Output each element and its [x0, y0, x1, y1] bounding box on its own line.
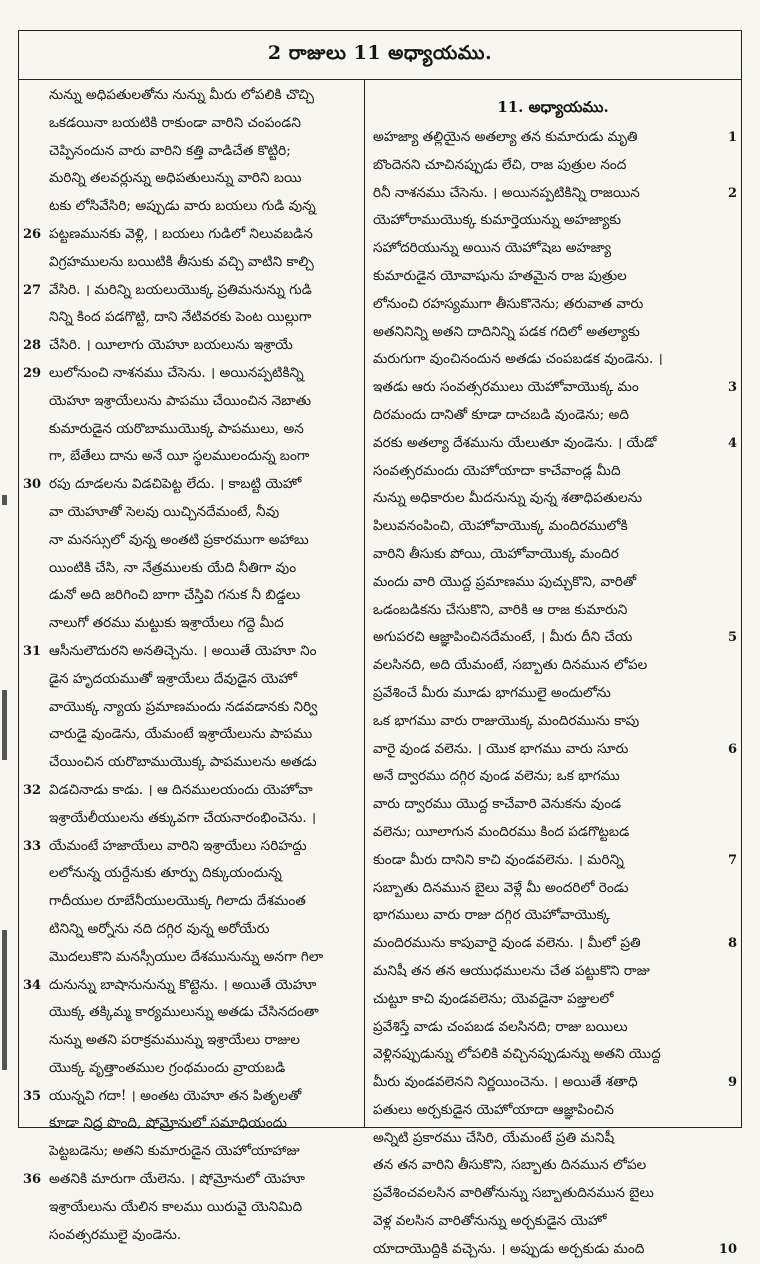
line-text: మరుగుగా వుంచినందున అతడు చంపబడక వుండెను. । — [373, 351, 663, 368]
text-line — [365, 180, 741, 208]
line-text: నున్ను అధిపతులతోను నున్ను మీరు లోపలికి చొచ్చి — [49, 87, 315, 103]
verse-number: 31 — [23, 643, 42, 659]
text-line — [365, 597, 741, 625]
scan-edge-mark — [2, 495, 7, 505]
line-text: విగ్రహములను బయిటికి తీసుకు వచ్చి వాటిని కాల్చి — [49, 253, 314, 270]
line-text: యెహూ ఇశ్రాయేలును పాపము చేయించిన నెబాతు — [49, 392, 312, 409]
line-text: చుట్టూ కాచి వుండవలెను; యెవడైనా పజ్తులలో — [373, 990, 614, 1007]
text-line — [19, 249, 364, 277]
text-line — [19, 360, 364, 388]
verse-number: 1 — [727, 130, 737, 145]
text-line — [19, 193, 364, 221]
line-text: యాదాయొద్దికి వచ్చెను. । అప్పుడు అర్చకుడు మంది — [373, 1240, 645, 1257]
line-text: యేమంటే హజాయేలు వారిని ఇశ్రాయేలు సరిహద్దు — [49, 837, 307, 854]
line-text: దిరమందు దానితో కూడా దాచబడి వుండెను; అది — [373, 406, 629, 423]
text-line — [19, 82, 364, 110]
line-text: పెట్టబడెను; అతని కుమారుడైన యెహోయాహాజు — [49, 1143, 300, 1160]
text-line — [365, 1208, 741, 1236]
right-column-lines — [365, 124, 741, 1264]
line-text: నాలుగో తరము మట్టుకు ఇశ్రాయేలు గద్దె మీద — [49, 615, 284, 632]
bible-page — [18, 30, 742, 1257]
verse-number: 33 — [23, 838, 42, 854]
verse-number: 5 — [727, 630, 737, 646]
text-line — [19, 388, 364, 416]
line-text: మందు వారి యొద్ద ప్రమాణము పుచ్చుకొని, వారితో — [373, 573, 637, 590]
line-text: లులోనుంచి నాశనము చేసెను. । అయినప్పటికిన్ని — [49, 364, 304, 381]
line-text: ఇతడు ఆరు సంవత్సరములు యెహోవాయొక్క మం — [373, 379, 639, 396]
text-line — [19, 1166, 364, 1194]
line-text: సంవత్సరమందు యెహోయాదా కాచేవాండ్ల మీది — [373, 462, 621, 479]
text-line — [365, 291, 741, 319]
line-text: మొదలుకొని మనస్సీయుల దేశమునున్ను అనగా గిలా — [49, 948, 324, 965]
text-line — [19, 805, 364, 833]
text-line — [19, 721, 364, 749]
text-line — [365, 1125, 741, 1153]
left-column — [19, 80, 365, 1243]
line-text: రినీ నాశనము చేసెను. । అయినప్పటికిన్ని రాజయిన — [373, 184, 640, 201]
line-text: యున్నవి గదా! । అంతట యెహూ తన పితృలతో — [49, 1087, 302, 1104]
line-text: కుండా మీరు దానిని కాచి వుండవలెను. । మరిన్ని — [373, 851, 624, 868]
line-text: పతులు అర్చకుడైన యెహోయాదా ఆజ్ఞాపించిన — [373, 1101, 614, 1118]
verse-number: 9 — [727, 1075, 737, 1091]
verse-number: 36 — [23, 1172, 42, 1188]
line-text: కుమారుడైన యోవాషును హతమైన రాజ పుత్రుల — [373, 267, 627, 284]
line-text: వెళ్ల వలసిన వారితోనున్ను అర్చకుడైన యెహో — [373, 1213, 607, 1230]
text-line — [365, 902, 741, 930]
text-line — [365, 930, 741, 958]
verse-number: 8 — [727, 936, 737, 952]
line-text: సబ్బాతు దినమున బైలు వెళ్లే మీ అందరిలో రెండు — [373, 879, 629, 896]
text-line — [365, 402, 741, 430]
text-line — [365, 513, 741, 541]
text-line — [365, 1236, 741, 1264]
text-line — [19, 1055, 364, 1083]
line-text: వారు ద్వారము యొద్ద కాచేవారి వెనుకను వుండ — [373, 796, 622, 813]
text-line — [19, 1027, 364, 1055]
line-text: ఇశ్రాయేలీయులను తక్కువగా చేయనారంభించెను. । — [49, 809, 317, 826]
text-line — [19, 694, 364, 722]
text-line — [365, 847, 741, 875]
text-line — [365, 1152, 741, 1180]
line-text: సంవత్సరములై వుండెను. — [49, 1226, 182, 1243]
text-line — [365, 458, 741, 486]
text-line — [19, 499, 364, 527]
line-text: వాయొక్క న్యాయ ప్రమాణమందు నడవడానకు నిర్వి — [49, 698, 318, 715]
text-line — [19, 638, 364, 666]
line-text: నున్ను అధికారుల మీదనున్ను వున్న శతాధిపతులను — [373, 490, 643, 507]
text-line — [365, 430, 741, 458]
line-text: చేసిరి. । యీలాగు యెహూ బయలును ఇశ్రాయే — [49, 337, 293, 354]
text-line — [365, 569, 741, 597]
line-text: అతనినిన్ని అతని దాదినిన్ని పడక గదిలో అతల్యాకు — [373, 323, 640, 340]
text-line — [365, 1097, 741, 1125]
line-text: మీరు వుండవలెనని నిర్ణయించెను. । అయితే శతాధి — [373, 1074, 638, 1091]
line-text: ఒక భాగము వారు రాజుయొక్క మందిరమును కాపు — [373, 712, 640, 729]
text-line — [365, 235, 741, 263]
line-text: ఒడంబడికను చేసుకొని, వారికి ఆ రాజ కుమారుని — [373, 601, 628, 618]
line-text: టినిన్ని అర్నోను నది దగ్గిర వున్న అరోయేరు — [49, 920, 270, 937]
line-text: మందిరమును కాపువారై వుండ వలెను. । మీలో ప్రతి — [373, 935, 641, 952]
text-line — [19, 1083, 364, 1111]
text-line — [19, 582, 364, 610]
verse-number: 35 — [23, 1088, 42, 1104]
text-line — [19, 443, 364, 471]
text-line — [19, 304, 364, 332]
text-line — [365, 485, 741, 513]
line-text: దునున్ను బాషానునున్ను కొట్టెను. । అయితే యెహూ — [49, 976, 317, 993]
left-column-lines — [19, 80, 364, 1249]
line-text: బొందెనని చూచినప్పుడు లేచి, రాజ పుత్రుల నంద — [373, 156, 627, 173]
text-line — [19, 277, 364, 305]
text-line — [19, 471, 364, 499]
line-text: డునో అది జరిగించి బాగా చేస్తివి గనుక నీ బిడ్డలు — [49, 587, 301, 604]
text-line — [365, 346, 741, 374]
line-text: చెప్పినందున వారు వారిని కత్తి వాడిచేత కొట్టిరి; — [49, 142, 291, 159]
text-line — [365, 791, 741, 819]
text-line — [19, 416, 364, 444]
line-text: చేయించిన యరొబాముయొక్క పాపములను అతడు — [49, 754, 317, 771]
text-line — [19, 110, 364, 138]
line-text: వలెను; యీలాగున మందిరము కింద పడగొట్టబడ — [373, 823, 630, 840]
line-text: విడచినాడు కాడు. । ఆ దినములయందు యెహోవా — [49, 781, 313, 798]
line-text: మనిషీ తన తన ఆయుధములను చేత పట్టుకొని రాజు — [373, 962, 650, 979]
line-text: ప్రవేశించే మీరు మూడు భాగములై అందులోను — [373, 684, 611, 701]
text-line — [19, 527, 364, 555]
text-line — [365, 680, 741, 708]
text-line — [19, 777, 364, 805]
scan-edge-mark — [2, 690, 7, 760]
text-line — [19, 165, 364, 193]
line-text: గాదీయుల రూబేనీయులయొక్క గిలాదు దేశమంత — [49, 893, 306, 910]
text-line — [365, 652, 741, 680]
verse-number: 2 — [727, 185, 737, 201]
scan-edge-mark — [2, 930, 7, 1070]
line-text: అతనికి మారుగా యేలెను. । షోమ్రోనులో యెహూ — [49, 1171, 305, 1188]
line-text: వారై వుండ వలెను. । యొక భాగము వారు సూరు — [373, 740, 629, 757]
verse-number: 10 — [718, 1241, 737, 1257]
line-text: గా, బేతేలు దాను అనే యీ స్థలములందున్న బంగా — [49, 448, 310, 465]
text-line — [19, 332, 364, 360]
text-line — [19, 944, 364, 972]
text-line — [19, 860, 364, 888]
line-text: వలసినది, అది యేమంటే, సబ్బాతు దినమున లోపల — [373, 657, 648, 674]
text-columns — [19, 80, 741, 1257]
line-text: నా మనస్సులో వున్న అంతటి ప్రకారముగా అహాబు — [49, 531, 309, 548]
line-text: ప్రవేశించవలసిన వారితోనున్ను సబ్బాతుదినమున బైలు — [373, 1185, 654, 1202]
text-line — [365, 819, 741, 847]
verse-number: 4 — [727, 435, 737, 451]
line-text: యొక్క తక్కిమ్మ కార్యములున్ను అతడు చేసినదంతా — [49, 1004, 319, 1021]
text-line — [19, 555, 364, 583]
verse-number: 3 — [727, 380, 737, 396]
text-line — [365, 736, 741, 764]
text-line — [365, 875, 741, 903]
line-text: కుమారుడైన యరొబాముయొక్క పాపములు, అన — [49, 420, 304, 437]
text-line — [365, 374, 741, 402]
line-text: సహోదరియున్ను అయిన యెహోషెబ అహజ్యా — [373, 240, 612, 257]
line-text: వేసిరి. । మరిన్ని బయలుయొక్క ప్రతిమనున్ను గుడి — [49, 281, 312, 298]
line-text: వెళ్లినప్పుడున్ను లోపలికి వచ్చినప్పుడున్ను అతని యొద్ద — [373, 1046, 661, 1063]
text-line — [19, 1194, 364, 1222]
text-line — [365, 152, 741, 180]
verse-number: 34 — [23, 977, 42, 993]
text-line — [19, 749, 364, 777]
line-text: యెహోరాముయొక్క కుమార్తెయున్ను అహజ్యాకు — [373, 212, 622, 229]
text-line — [365, 1069, 741, 1097]
text-line — [365, 624, 741, 652]
line-text: డైన హృదయముతో ఇశ్రాయేలు దేవుడైన యెహో — [49, 670, 297, 687]
text-line — [365, 1041, 741, 1069]
line-text: అహజ్యా తల్లియైన అతల్యా తన కుమారుడు మృతి — [373, 129, 638, 145]
line-text: రపు దూడలను విడచిపెట్ట లేదు. । కాబట్టి యెహో — [49, 476, 302, 493]
line-text: అనే ద్వారము దగ్గిర వుండ వలెను; ఒక భాగము — [373, 768, 620, 785]
text-line — [365, 124, 741, 152]
text-line — [19, 972, 364, 1000]
text-line — [365, 708, 741, 736]
text-line — [365, 763, 741, 791]
verse-number: 32 — [23, 782, 42, 798]
line-text: నున్ను అతని పరాక్రమమున్ను ఇశ్రాయేలు రాజుల — [49, 1032, 300, 1049]
text-line — [365, 1014, 741, 1042]
page-title: 2 రాజులు 11 అధ్యాయము. — [267, 41, 493, 64]
line-text: టకు లోసివేసిరి; అప్పుడు వారు బయలు గుడి వున్న — [49, 198, 316, 215]
text-line — [19, 916, 364, 944]
line-text: వారిని తీసుకు పోయి, యెహోవాయొక్క మందిర — [373, 545, 619, 562]
text-line — [19, 138, 364, 166]
line-text: అన్నిటి ప్రకారము చేసిరి, యేమంటే ప్రతి మనిషీ — [373, 1129, 615, 1146]
text-line — [365, 319, 741, 347]
line-text: ఇశ్రాయేలును యేలిన కాలము యిరువై యెనిమిది — [49, 1198, 303, 1215]
text-line — [365, 986, 741, 1014]
line-text: నిన్ని కింద పడగొట్టి, దాని నేటివరకు పెంట యిల్లుగా — [49, 309, 312, 326]
line-text: లలోనున్న యర్దేనుకు తూర్పు దిక్కుయందున్న — [49, 865, 282, 882]
text-line — [19, 221, 364, 249]
verse-number: 29 — [23, 365, 42, 381]
line-text: పిలువనంపించి, యెహోవాయొక్క మందిరములోకి — [373, 518, 628, 535]
line-text: యొక్క వృత్తాంతముల గ్రంథమందు వ్రాయబడి — [49, 1059, 286, 1076]
text-line — [19, 833, 364, 861]
line-text: ఆసీనులౌదురని అనతిచ్చెను. । అయితే యెహూ నిం — [49, 642, 317, 659]
line-text: లోనుంచి రహస్యముగా తీసుకొనెను; తరువాత వారు — [373, 295, 644, 312]
right-column — [365, 80, 741, 1257]
line-text: వరకు అతల్యా దేశమును యేలుతూ వుండెను. । యేడో — [373, 434, 657, 451]
verse-number: 27 — [23, 282, 42, 298]
text-line — [19, 888, 364, 916]
line-text: పట్టణమునకు వెళ్లి, । బయలు గుడిలో నిలువబడిన — [49, 225, 313, 242]
text-line — [365, 958, 741, 986]
text-line — [19, 666, 364, 694]
chapter-title: 11. అధ్యాయము. — [497, 98, 609, 116]
line-text: ఒకడయినా బయటికి రాకుండా వారిని చంపండని — [49, 114, 301, 131]
verse-number: 7 — [727, 852, 737, 868]
text-line — [365, 541, 741, 569]
verse-number: 28 — [23, 338, 42, 354]
verse-number: 6 — [727, 741, 737, 757]
page-header — [19, 31, 741, 80]
text-line — [365, 207, 741, 235]
text-line — [19, 1222, 364, 1250]
line-text: అగుపరచి ఆజ్ఞాపించినదేమంటే, । మీరు దీని చేయ — [373, 629, 633, 646]
line-text: చారుడై వుండెను, యేమంటే ఇశ్రాయేలును పాపము — [49, 726, 313, 743]
text-line — [365, 263, 741, 291]
text-line — [19, 999, 364, 1027]
text-line — [19, 1138, 364, 1166]
line-text: యింటికి చేసి, నా నేత్రములకు యేది నీతిగా వుం — [49, 559, 297, 576]
text-line — [19, 1110, 364, 1138]
line-text: కూడా నిద్ర పొంది, షోమ్రోనులో సమాధియందు — [49, 1115, 287, 1132]
line-text: భాగములు వారు రాజు దగ్గిర యెహోవాయొక్క — [373, 907, 611, 924]
line-text: వా యెహూతో సెలవు యిచ్చినదేమంటే, నీవు — [49, 503, 280, 520]
text-line — [365, 1180, 741, 1208]
verse-number: 26 — [23, 226, 42, 242]
verse-number: 30 — [23, 477, 42, 493]
line-text: తన తన వారిని తీసుకొని, సబ్బాతు దినమున లోపల — [373, 1157, 647, 1174]
text-line — [19, 610, 364, 638]
line-text: మరిన్ని తలవర్లున్ను అధిపతులున్ను వారిని బయి — [49, 170, 302, 187]
line-text: ప్రవేశిస్తే వాడు చంపబడ వలసినది; రాజు బయిలు — [373, 1018, 628, 1035]
